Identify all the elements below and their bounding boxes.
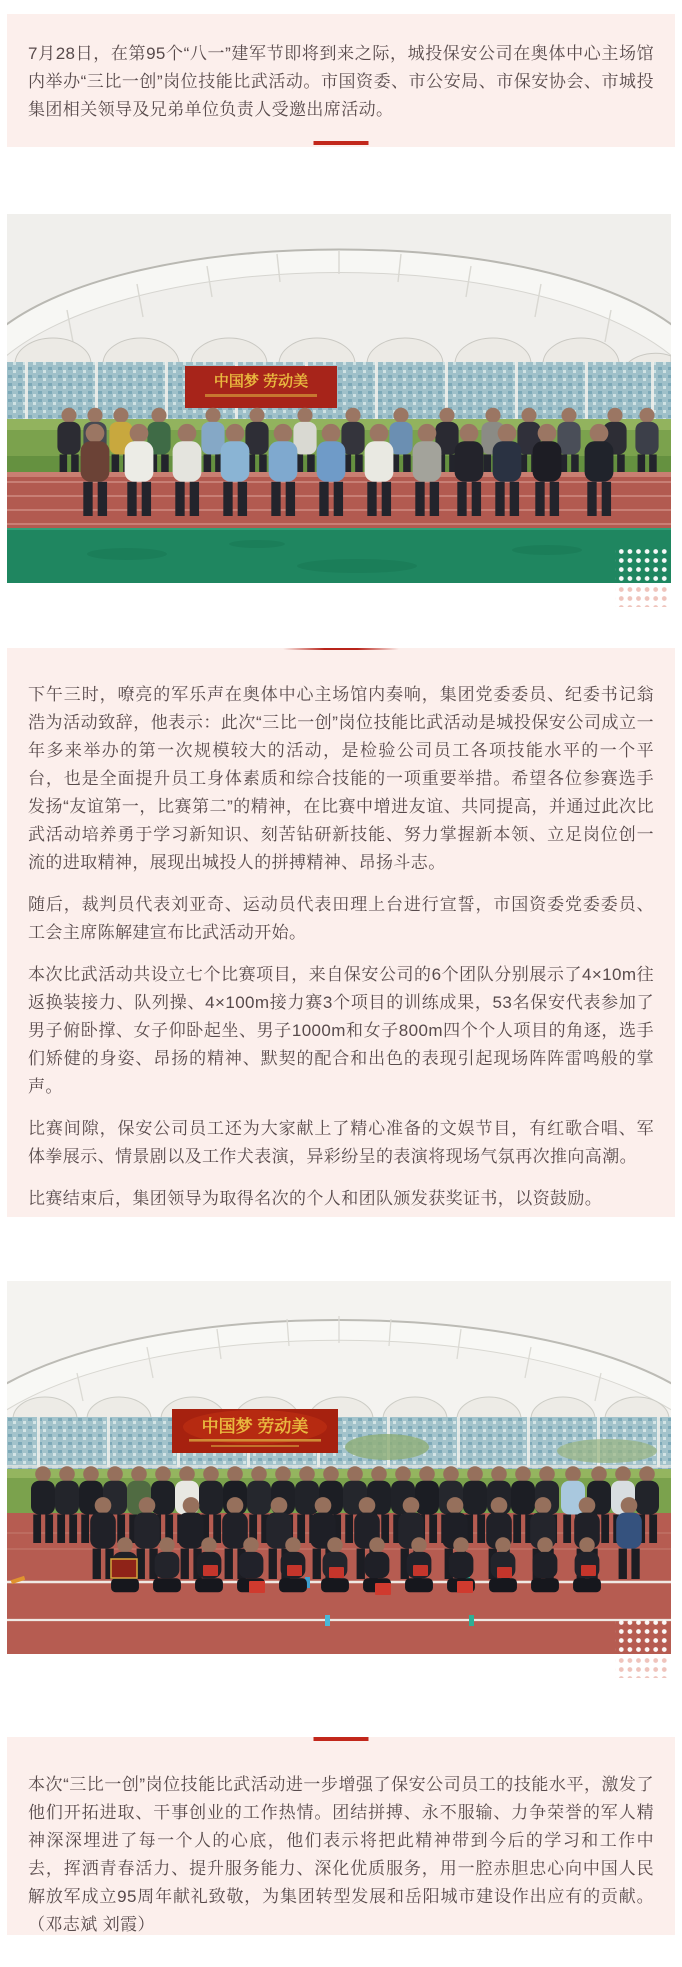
banner-slogan-text: 中国梦 劳动美 (201, 1417, 309, 1436)
section-divider-bar (314, 1737, 369, 1741)
performance-paragraph: 比赛间隙，保安公司员工还为大家献上了精心准备的文娱节目，有红歌合唱、军体拳展示、情景剧以及工作犬表演，异彩纷呈的表演将现场气氛再次推向高潮。 (28, 1119, 654, 1166)
group-photo-all-staff[interactable] (7, 1281, 671, 1654)
section-divider-bar (314, 141, 369, 145)
closing-section (7, 1737, 675, 1935)
group-photo-leaders[interactable] (7, 214, 671, 583)
stadium-photo-2-illustration (7, 1281, 671, 1654)
gradient-divider (283, 648, 399, 650)
stage-banner (172, 1409, 338, 1453)
stage-banner (185, 366, 337, 408)
oath-paragraph: 随后，裁判员代表刘亚奇、运动员代表田理上台进行宣誓，市国资委党委委员、工会主席陈解建宣布比武活动开始。 (28, 895, 654, 942)
events-paragraph: 本次比武活动共设立七个比赛项目，来自保安公司的6个团队分别展示了4×10m往返换装接力、队列操、4×100m接力赛3个项目的训练成果，53名保安代表参加了男子俯卧撑、女子仰卧起坐、男子1000m和女子800m四个个人项目的角逐，选手们矫健的身姿、昂扬的精神、默契的配合和出色的表现引起现场阵阵雷鸣般的掌声。 (28, 965, 654, 1096)
closing-paragraph: 本次“三比一创”岗位技能比武活动进一步增强了保安公司员工的技能水平，激发了他们开拓进取、干事创业的工作热情。团结拼搏、永不服输、力争荣誉的军人精神深深埋进了每一个人的心底，他们表示将把此精神带到今后的学习和工作中去，挥洒青春活力、提升服务能力、深化优质服务，用一腔赤胆忠心向中国人民解放军成立95周年献礼致敬，为集团转型发展和岳阳城市建设作出应有的贡献。（邓志斌 刘霞） (28, 1775, 654, 1934)
intro-section (7, 14, 675, 147)
stadium-photo-1-illustration (7, 214, 671, 583)
banner-slogan-text: 中国梦 劳动美 (213, 373, 309, 390)
intro-paragraph: 7月28日，在第95个“八一”建军节即将到来之际，城投保安公司在奥体中心主场馆内举办“三比一创”岗位技能比武活动。市国资委、市公安局、市保安协会、市城投集团相关领导及兄弟单位负责人受邀出席活动。 (28, 44, 654, 119)
awards-paragraph: 比赛结束后，集团领导为取得名次的个人和团队颁发获奖证书，以资鼓励。 (28, 1189, 603, 1208)
speech-paragraph: 下午三时，嘹亮的军乐声在奥体中心主场馆内奏响，集团党委委员、纪委书记翁浩为活动致辞，他表示：此次“三比一创”岗位技能比武活动是城投保安公司成立一年多来举办的第一次规模较大的活动，是检验公司员工各项技能水平的一个平台，也是全面提升员工身体素质和综合技能的一项重要举措。希望各位参赛选手发扬“友谊第一，比赛第二”的精神，在比赛中增进友谊、共同提高，并通过此次比武活动培养勇于学习新知识、刻苦钻研新技能、努力掌握新本领、立足岗位创一流的进取精神，展现出城投人的拼搏精神、昂扬斗志。 (28, 685, 654, 872)
body-section (7, 648, 675, 1217)
